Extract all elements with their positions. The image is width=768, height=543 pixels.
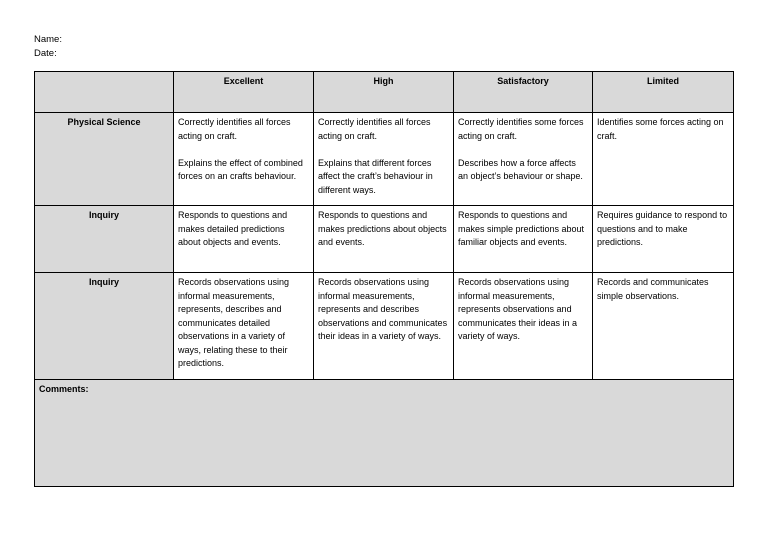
comments-box[interactable] <box>35 380 734 487</box>
comments-row <box>35 380 734 487</box>
cell-text: Explains that different forces affect the craft’s behaviour in different ways. <box>318 157 433 195</box>
cell-inquiry1-high <box>314 206 454 273</box>
cell-text: Correctly identifies all forces acting on craft. <box>178 117 291 141</box>
corner-cell <box>35 72 174 113</box>
cell-physical-excellent <box>174 113 314 206</box>
table-row <box>35 113 734 206</box>
cell-text: Explains the effect of combined forces on an crafts behaviour. <box>178 157 303 181</box>
name-label: Name: <box>34 34 62 45</box>
cell-physical-high <box>314 113 454 206</box>
cell-text: Responds to questions and makes predictions about objects and events. <box>318 210 447 247</box>
cell-text: Records observations using informal measurements, represents observations and communicates their ideas in a variety of ways. <box>458 277 578 341</box>
cell-text: Responds to questions and makes detailed predictions about objects and events. <box>178 210 288 247</box>
cell-text: Correctly identifies some forces acting on craft. <box>458 117 584 141</box>
form-header <box>34 33 62 61</box>
cell-text: Responds to questions and makes simple predictions about familiar objects and events. <box>458 210 585 247</box>
cell-text: Requires guidance to respond to questions and to make predictions. <box>597 210 728 247</box>
table-row <box>35 206 734 273</box>
table-row <box>35 273 734 380</box>
cell-text: Describes how a force affects an object’s behaviour or shape. <box>458 157 583 181</box>
row-header-inquiry: Inquiry <box>35 273 174 380</box>
cell-text: Records observations using informal measurements, represents and describes observations and communicates their ideas in a variety of ways. <box>318 277 448 341</box>
cell-inquiry2-high <box>314 273 454 380</box>
column-header-satisfactory: Satisfactory <box>454 72 593 113</box>
cell-physical-limited <box>593 113 734 206</box>
cell-inquiry1-excellent <box>174 206 314 273</box>
header-row <box>35 72 734 113</box>
cell-inquiry1-limited <box>593 206 734 273</box>
cell-text: Records observations using informal measurements, represents, describes and communicates detailed observations in a variety of ways, relating these to their predictions. <box>178 277 290 368</box>
column-header-high: High <box>314 72 454 113</box>
date-label: Date: <box>34 48 57 59</box>
row-header-inquiry: Inquiry <box>35 206 174 273</box>
comments-label: Comments: <box>39 384 89 394</box>
cell-inquiry2-satisfactory <box>454 273 593 380</box>
cell-physical-satisfactory <box>454 113 593 206</box>
cell-text: Records and communicates simple observations. <box>597 277 709 301</box>
cell-inquiry1-satisfactory <box>454 206 593 273</box>
cell-inquiry2-limited <box>593 273 734 380</box>
column-header-excellent: Excellent <box>174 72 314 113</box>
cell-text: Correctly identifies all forces acting on craft. <box>318 117 431 141</box>
row-header-physical-science: Physical Science <box>35 113 174 206</box>
cell-inquiry2-excellent <box>174 273 314 380</box>
cell-text: Identifies some forces acting on craft. <box>597 117 724 141</box>
rubric-table <box>34 71 734 487</box>
column-header-limited: Limited <box>593 72 734 113</box>
